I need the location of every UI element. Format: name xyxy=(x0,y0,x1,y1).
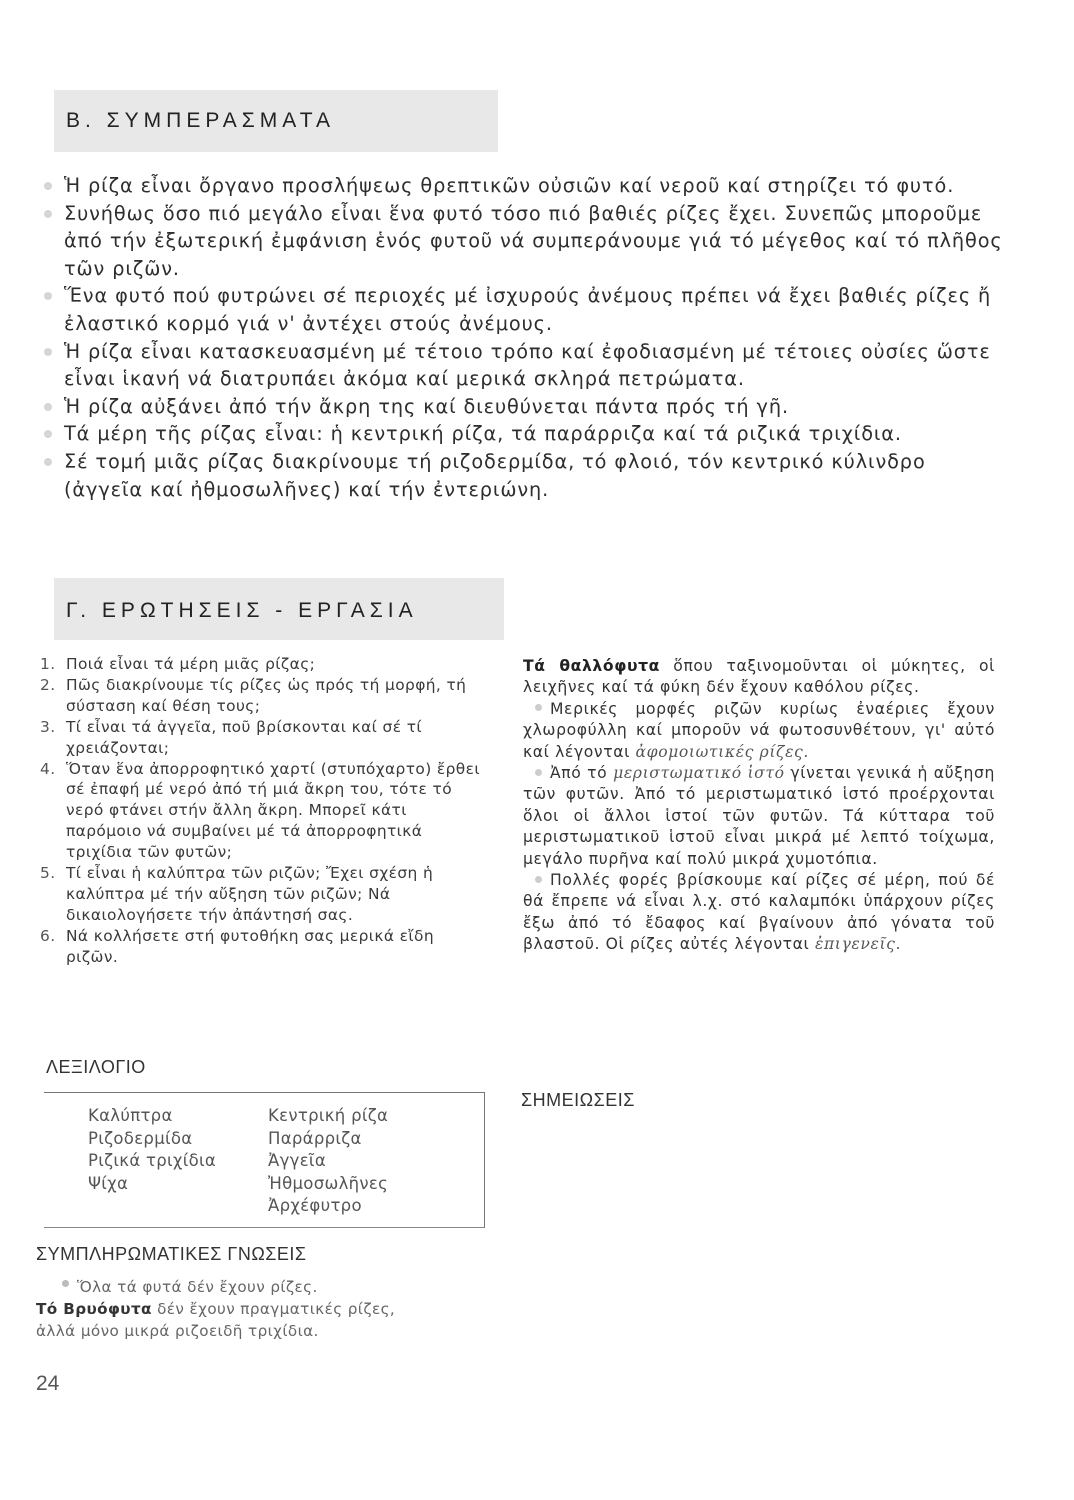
lexicon-term: Καλύπτρα xyxy=(88,1106,173,1125)
lexicon-term: Ριζικά τριχίδια xyxy=(88,1151,217,1171)
list-item: Τά μέρη τῆς ρίζας εἶναι: ἡ κεντρική ρίζα, τά παράρριζα καί τά ριζικά τριχίδια. xyxy=(44,420,1004,448)
bullet-dot-icon xyxy=(44,430,52,438)
paragraph: Μερικές μορφές ριζῶν κυρίως ἐναέριες ἔχουν χλωροφύλλη καί μποροῦν νά φωτοσυνθέτουν, γι' αὐτό καί λέγονται ἀφομοιωτικές ρίζες. xyxy=(523,699,995,761)
supplementary-title: ΣΥΜΠΛΗΡΩΜΑΤΙΚΕΣ ΓΝΩΣΕΙΣ xyxy=(36,1244,307,1264)
supplementary-text xyxy=(36,1276,506,1342)
right-column-text xyxy=(523,656,995,956)
lexicon-term: Ἠθμοσωλῆνες xyxy=(268,1173,389,1193)
list-item: Συνήθως ὅσο πιό μεγάλο εἶναι ἕνα φυτό τόσο πιό βαθιές ρίζες ἔχει. Συνεπῶς μποροῦμε ἀπό τήν ἐξωτερική ἐμφάνιση ἑνός φυτοῦ νά συμπεράνουμε γιά τό μέγεθος καί τό πλῆθος τῶν ριζῶν. xyxy=(44,200,1004,283)
question-item: 1. Ποιά εἶναι τά μέρη μιᾶς ρίζας; xyxy=(40,655,316,673)
bullet-dot-icon xyxy=(535,769,542,776)
supplementary-line: Ὅλα τά φυτά δέν ἔχουν ρίζες. xyxy=(36,1276,506,1298)
lexicon-term: Κεντρική ρίζα xyxy=(268,1106,389,1125)
paragraph: Πολλές φορές βρίσκουμε καί ρίζες σέ μέρη, πού δέ θά ἔπρεπε νά εἶναι λ.χ. στό καλαμπόκι ὑπάρχουν ρίζες ἔξω ἀπό τό ἔδαφος καί βγαίνουν ἀπό γόνατα τοῦ βλαστοῦ. Οἱ ρίζες αὐτές λέγονται ἐπιγενεῖς. xyxy=(523,871,995,954)
lexicon-term: Ριζοδερμίδα xyxy=(88,1128,193,1148)
lexicon-right-column xyxy=(268,1105,388,1218)
bullet-dot-icon xyxy=(44,403,52,411)
bullet-dot-icon xyxy=(44,348,52,356)
lexicon-term: Ψίχα xyxy=(88,1173,129,1193)
list-item: Ἡ ρίζα εἶναι κατασκευασμένη μέ τέτοιο τρόπο καί ἐφοδιασμένη μέ τέτοιες οὐσίες ὥστε εἶναι ἱκανή νά διατρυπάει ἀκόμα καί μερικά σκληρά πετρώματα. xyxy=(44,338,1004,393)
lexicon-left-column xyxy=(88,1105,216,1195)
lexicon-term: Ἀγγεῖα xyxy=(268,1151,326,1171)
section-b-heading: Β. ΣΥΜΠΕΡΑΣΜΑΤΑ xyxy=(54,90,498,152)
bullet-dot-icon xyxy=(535,876,542,883)
supplementary-line: ἀλλά μόνο μικρά ριζοειδῆ τριχίδια. xyxy=(36,1322,319,1340)
lexicon-term: Ἀρχέφυτρο xyxy=(268,1196,362,1216)
section-g-heading: Γ. ΕΡΩΤΗΣΕΙΣ - ΕΡΓΑΣΙΑ xyxy=(54,578,504,640)
question-item: 2. Πῶς διακρίνουμε τίς ρίζες ὡς πρός τή μορφή, τή σύσταση καί θέση τους; xyxy=(40,675,467,715)
list-item: Ἕνα φυτό πού φυτρώνει σέ περιοχές μέ ἰσχυρούς ἀνέμους πρέπει νά ἔχει βαθιές ρίζες ἤ ἐλαστικό κορμό γιά ν' ἀντέχει στούς ἀνέμους. xyxy=(44,282,1004,337)
supplementary-line: Τό Βρυόφυτα δέν ἔχουν πραγματικές ρίζες, xyxy=(36,1300,396,1318)
bullet-dot-icon xyxy=(44,210,52,218)
bullet-dot-icon xyxy=(535,704,542,711)
paragraph: Τά θαλλόφυτα ὅπου ταξινομοῦνται οἱ μύκητες, οἱ λειχῆνες καί τά φύκη δέν ἔχουν καθόλου ρίζες. xyxy=(523,657,995,697)
bullet-dot-icon xyxy=(44,292,52,300)
paragraph: Ἀπό τό μεριστωματικό ἱστό γίνεται γενικά ἡ αὔξηση τῶν φυτῶν. Ἀπό τό μεριστωματικό ἱστό προέρχονται ὅλοι οἱ ἄλλοι ἱστοί τῶν φυτῶν. Τά κύτταρα τοῦ μεριστωματικοῦ ἱστοῦ εἶναι μικρά μέ λεπτό τοίχωμα, μεγάλο πυρῆνα καί πολύ μικρά χυμοτόπια. xyxy=(523,764,995,868)
conclusions-list xyxy=(44,172,1004,503)
list-item: Ἡ ρίζα εἶναι ὄργανο προσλήψεως θρεπτικῶν οὐσιῶν καί νεροῦ καί στηρίζει τό φυτό. xyxy=(44,172,1004,200)
question-item: 3. Τί εἶναι τά ἀγγεῖα, ποῦ βρίσκονται καί σέ τί χρειάζονται; xyxy=(40,717,422,757)
list-item: Ἡ ρίζα αὐξάνει ἀπό τήν ἄκρη της καί διευθύνεται πάντα πρός τή γῆ. xyxy=(44,393,1004,421)
lexicon-term: Παράρριζα xyxy=(268,1128,362,1148)
question-item: 4. Ὅταν ἕνα ἀπορροφητικό χαρτί (στυπόχαρτο) ἔρθει σέ ἐπαφή μέ νερό ἀπό τή μιά ἄκρη του, τότε τό νερό φτάνει στήν ἄλλη ἄκρη. Μπορεῖ κάτι παρόμοιο νά συμβαίνει μέ τά ἀπορροφητικά τριχίδια τῶν φυτῶν; xyxy=(40,759,480,862)
bullet-dot-icon xyxy=(44,458,52,466)
question-item: 5. Τί εἶναι ἡ καλύπτρα τῶν ριζῶν; Ἔχει σχέση ἡ καλύπτρα μέ τήν αὔξηση τῶν ριζῶν; Νά δικαιολογήσετε τήν ἀπάντησή σας. xyxy=(40,864,434,924)
notes-title: ΣΗΜΕΙΩΣΕΙΣ xyxy=(521,1090,635,1110)
bullet-dot-icon xyxy=(62,1280,69,1287)
lexicon-box xyxy=(44,1092,485,1228)
page-number: 24 xyxy=(36,1372,60,1395)
bullet-dot-icon xyxy=(44,182,52,190)
list-item: Σέ τομή μιᾶς ρίζας διακρίνουμε τή ριζοδερμίδα, τό φλοιό, τόν κεντρικό κύλινδρο (ἀγγεῖα καί ἠθμοσωλῆνες) καί τήν ἐντεριώνη. xyxy=(44,448,1004,503)
lexicon-title: ΛΕΞΙΛΟΓΙΟ xyxy=(46,1057,146,1077)
questions-list xyxy=(40,654,486,968)
question-item: 6. Νά κολλήσετε στή φυτοθήκη σας μερικά εἴδη ριζῶν. xyxy=(40,926,434,966)
